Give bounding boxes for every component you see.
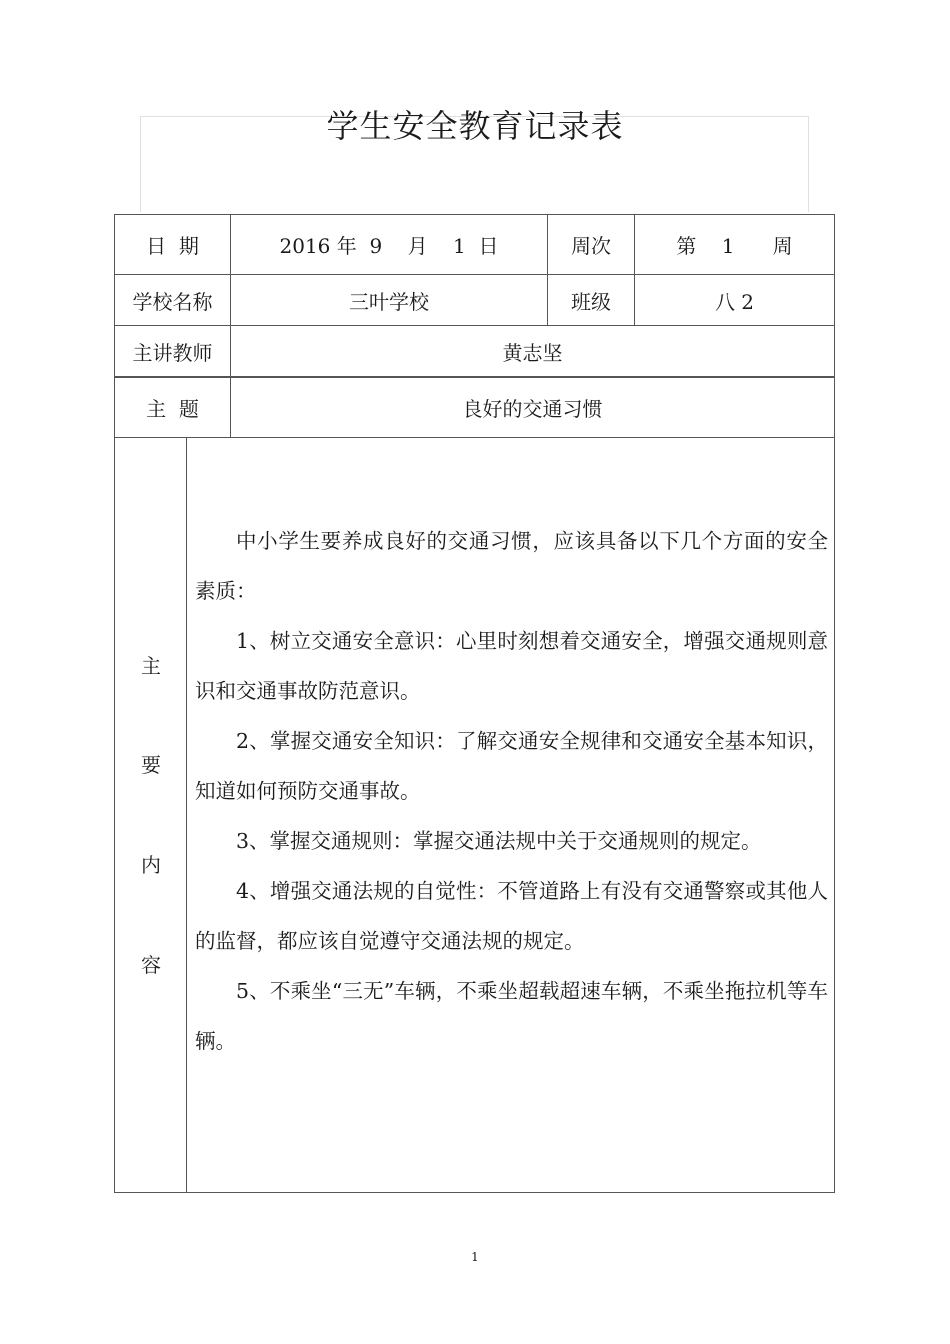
class-value: 八 2 xyxy=(714,289,755,314)
topic-value: 良好的交通习惯 xyxy=(462,397,603,421)
week-value: 第 1 周 xyxy=(676,234,793,258)
class-label: 班级 xyxy=(571,289,611,314)
topic-label: 主 题 xyxy=(146,397,199,421)
record-form-table xyxy=(114,214,835,1193)
content-paragraph: 中小学生要养成良好的交通习惯，应该具备以下几个方面的安全素质： xyxy=(195,529,828,603)
date-label: 日 期 xyxy=(146,234,199,258)
content-section xyxy=(115,438,834,1192)
content-label-char: 要 xyxy=(141,753,161,777)
content-paragraph: 3、掌握交通规则：掌握交通法规中关于交通规则的规定。 xyxy=(236,829,762,853)
school-label: 学校名称 xyxy=(132,289,213,314)
teacher-label: 主讲教师 xyxy=(132,340,213,365)
content-label-char: 内 xyxy=(141,853,161,877)
content-paragraph: 1、树立交通安全意识：心里时刻想着交通安全，增强交通规则意识和交通事故防范意识。 xyxy=(195,629,828,703)
page-number: 1 xyxy=(471,1250,479,1264)
teacher-value: 黄志坚 xyxy=(502,340,563,365)
content-label-char: 主 xyxy=(141,654,161,678)
content-body xyxy=(195,516,828,1066)
school-value: 三叶学校 xyxy=(349,289,429,314)
content-label-char: 容 xyxy=(141,953,161,977)
content-paragraph: 2、掌握交通安全知识：了解交通安全规律和交通安全基本知识，知道如何预防交通事故。 xyxy=(195,729,828,803)
page-title: 学生安全教育记录表 xyxy=(326,107,624,145)
date-value: 2016 年 9 月 1 日 xyxy=(279,234,499,258)
week-label: 周次 xyxy=(571,234,611,258)
content-paragraph: 4、增强交通法规的自觉性：不管道路上有没有交通警察或其他人的监督，都应该自觉遵守交通法规的规定。 xyxy=(195,879,828,953)
content-paragraph: 5、不乘坐“三无”车辆，不乘坐超载超速车辆，不乘坐拖拉机等车辆。 xyxy=(195,979,828,1053)
